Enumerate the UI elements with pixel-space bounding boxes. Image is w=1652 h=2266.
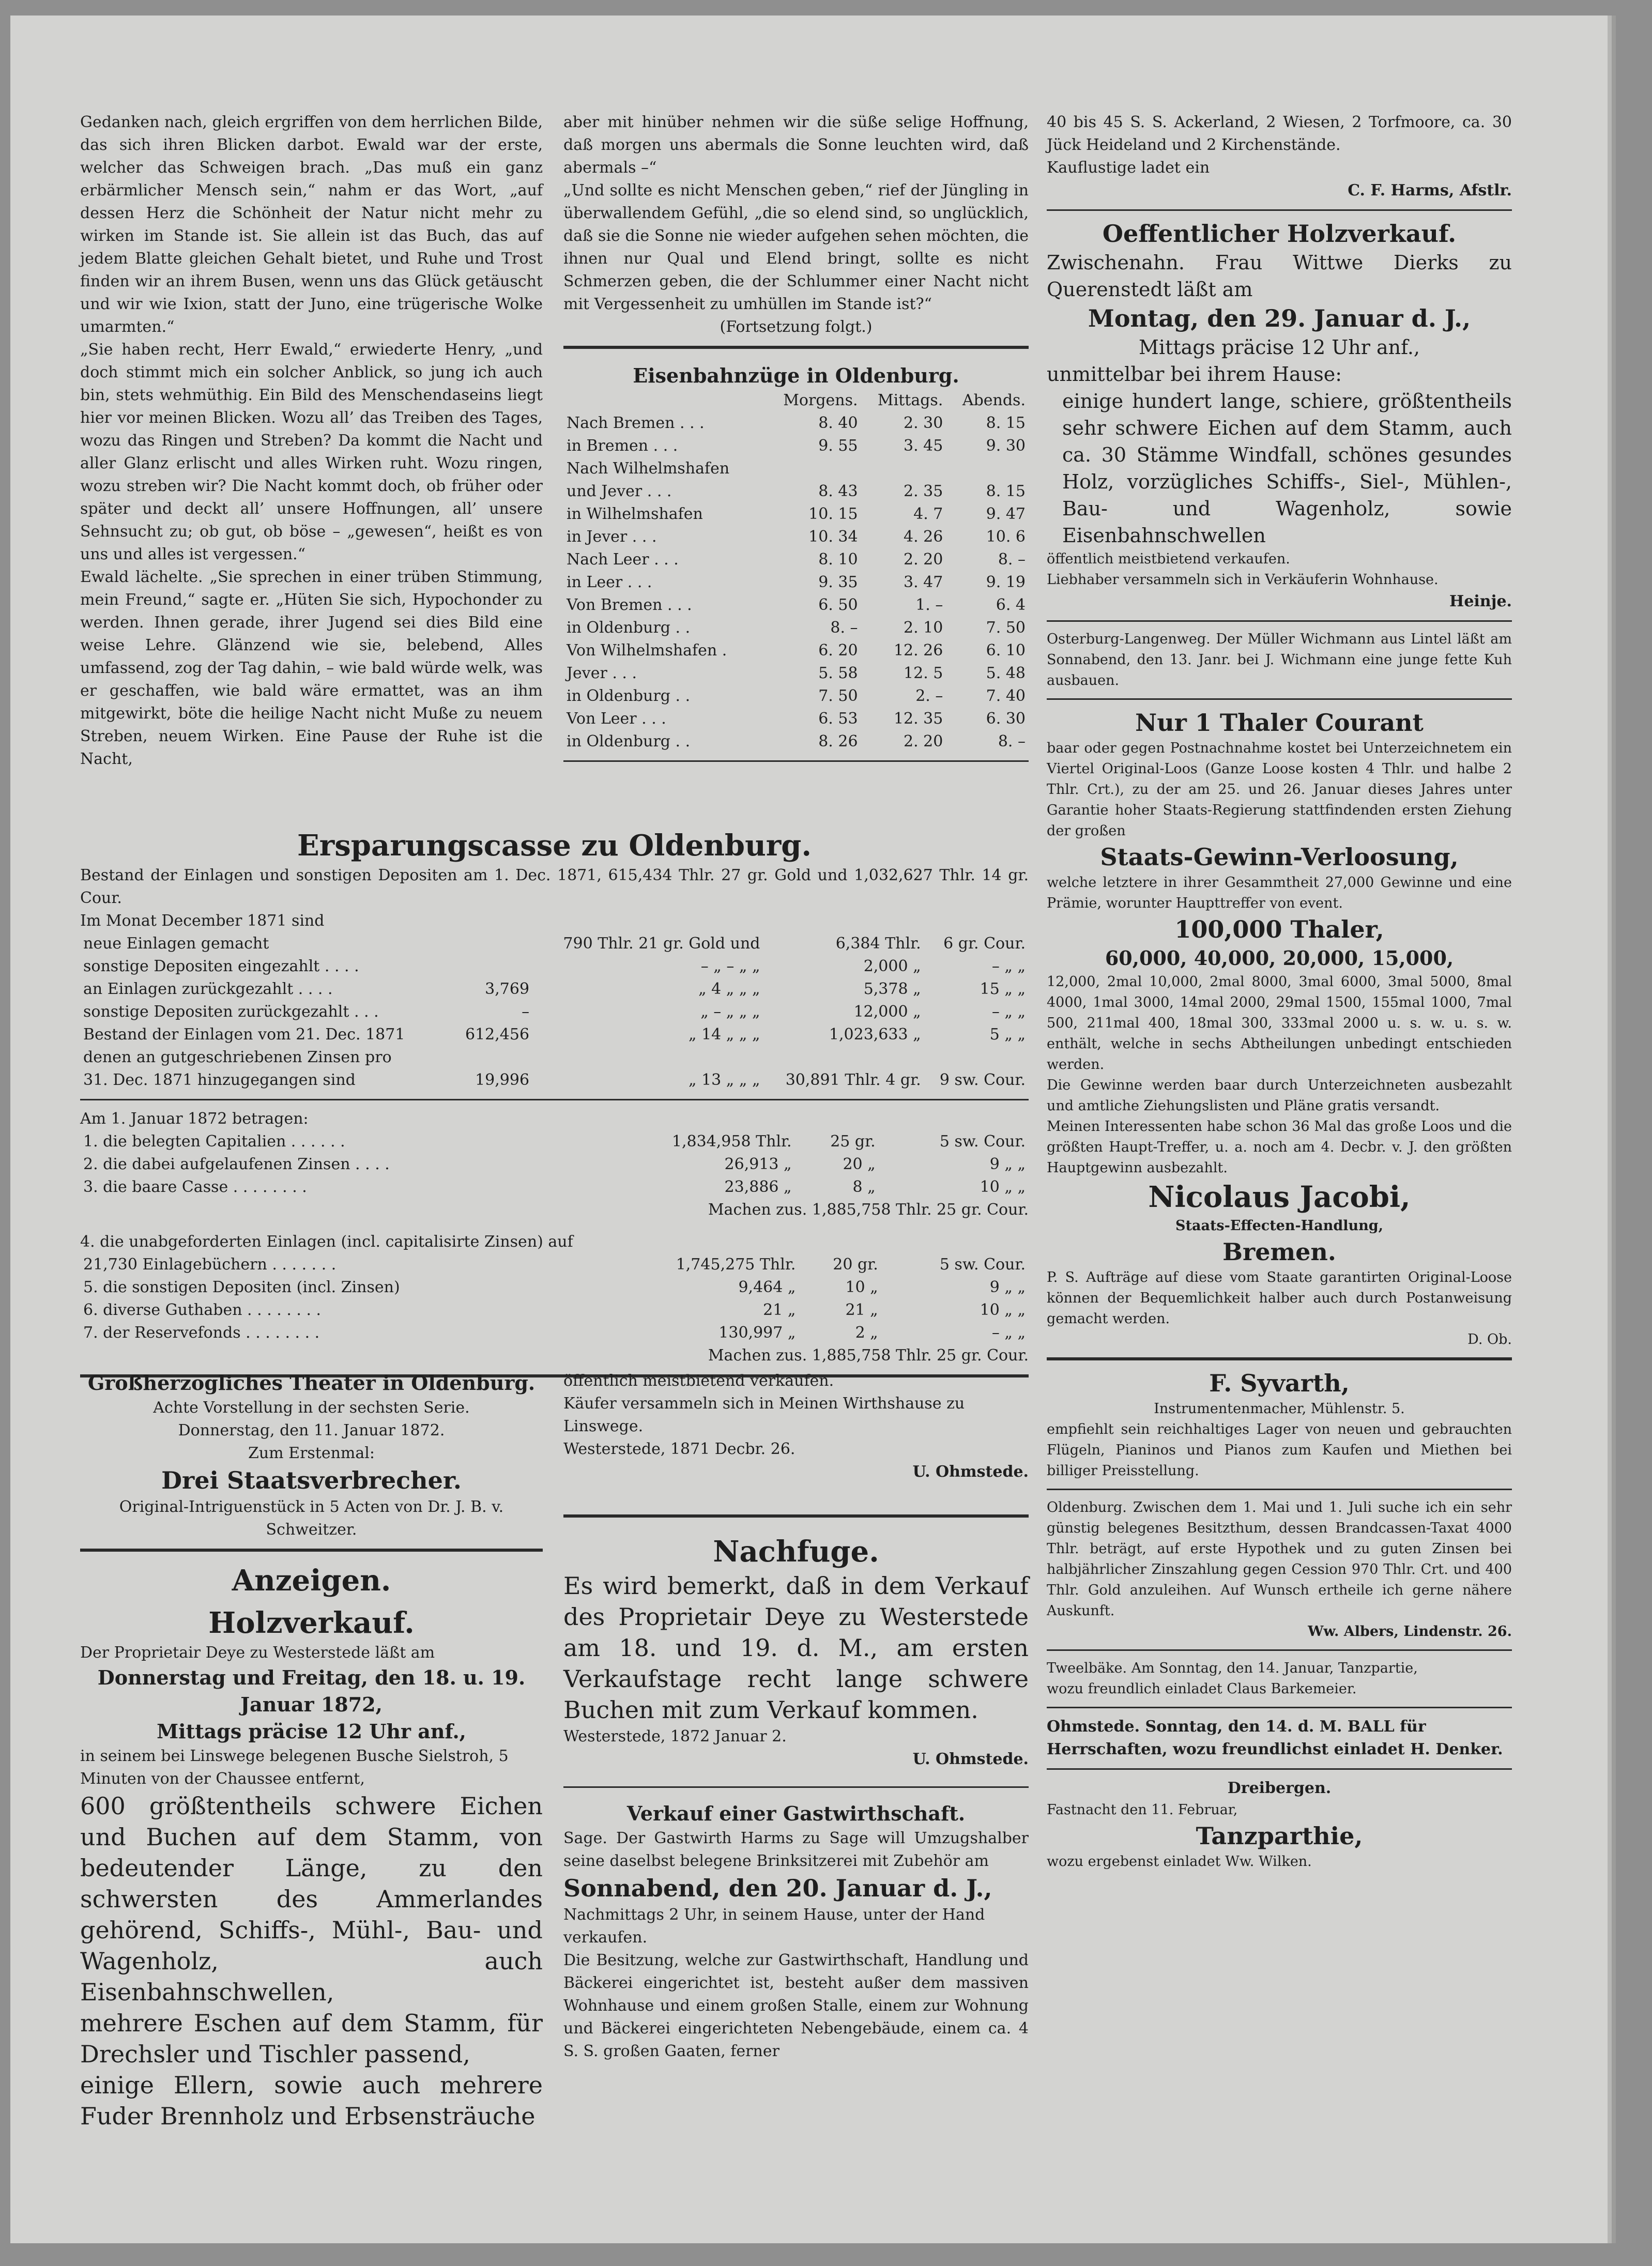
table-cell: „ 13 „ „ „: [689, 1071, 760, 1089]
harms-signature: C. F. Harms, Afstlr.: [1348, 181, 1512, 200]
train-title: Eisenbahnzüge in Oldenburg.: [633, 364, 959, 387]
firm-name: Nicolaus Jacobi,: [1148, 1180, 1411, 1214]
table-cell: 2. 35: [904, 482, 943, 500]
table-cell: – „ „: [991, 1003, 1026, 1021]
story-paragraph: aber mit hinüber nehmen wir die süße selige Hoffnung, daß morgen uns abermals die Sonne leuchten wird, daß abermals –“: [563, 113, 1029, 177]
table-cell: 5. die sonstigen Depositen (incl. Zinsen): [83, 1278, 400, 1296]
theater-line: Achte Vorstellung in der sechsten Serie.: [153, 1399, 470, 1417]
story-paragraph: „Sie haben recht, Herr Ewald,“ erwiederte Henry, „und doch stimmt mich ein solcher Anblick, so jung ich auch bin, stets wehmüthig. Ein Bild des Menschendaseins liegt hier vor meinen Blicken. Wozu all’ das Treiben des Tages, wozu das Ringen und Streben? Da kommt die Nacht und aller Glanz erlischt und alles Wirken ruht. Wozu ringen, wozu streben wir? Die Nacht kommt doch, ob früher oder später und deckt all’ unsere Hoffnungen, all’ unsere Sehnsucht zu; ob gut, ob böse – „gewesen“, heißt es von uns und alles ist vergessen.“: [80, 341, 543, 563]
train-row: [563, 457, 1029, 480]
table-cell: 21,730 Einlagebüchern . . . . . . .: [83, 1256, 336, 1274]
sparkasse-table-december: [80, 932, 1029, 1092]
table-cell: 30,891 Thlr. 4 gr.: [785, 1071, 921, 1089]
sparkasse-month: Im Monat December 1871 sind: [80, 912, 325, 930]
table-cell: 3. die baare Casse . . . . . . . .: [83, 1178, 307, 1196]
sparkasse-sum: Machen zus. 1,885,758 Thlr. 25 gr. Cour.: [708, 1346, 1029, 1365]
lotto-text: welche letztere in ihrer Gesammtheit 27,000 Gewinne und eine Prämie, worunter Haupttreffer von event.: [1047, 875, 1512, 911]
table-cell: 9 „ „: [989, 1155, 1026, 1173]
divider: [563, 346, 1029, 349]
table-cell: [453, 1046, 533, 1069]
table-row: [80, 1253, 1029, 1276]
lotto-more: 12,000, 2mal 10,000, 2mal 8000, 3mal 6000, 3mal 5000, 8mal 4000, 1mal 3000, 14mal 2000, 29mal 1500, 155mal 1000, 7mal 500, 211mal 400, 18mal 300, 333mal 2000 u. s. w. u. s. w. enthält, welche in sechs Abtheilungen unbedingt entschieden werden.: [1047, 974, 1512, 1073]
divider: [563, 760, 1029, 762]
table-cell: 790 Thlr. 21 gr. Gold und: [563, 935, 760, 953]
table-cell: 9,464 „: [738, 1278, 796, 1296]
divider: [1047, 1707, 1512, 1708]
table-cell: in Oldenburg . .: [567, 687, 691, 705]
table-cell: 21 „: [845, 1301, 878, 1319]
ball-notice: Ohmstede. Sonntag, den 14. d. M. BALL für Herrschaften, wozu freundlichst einladet H. Denker.: [1047, 1718, 1503, 1758]
divider: [563, 1514, 1029, 1518]
table-row: [80, 1023, 1029, 1046]
table-row: [80, 1176, 1029, 1199]
table-cell: [532, 1046, 763, 1069]
table-cell: 25 gr.: [830, 1132, 876, 1151]
sparkasse-table-assets: [80, 1130, 1029, 1199]
nachfuge-title: Nachfuge.: [713, 1535, 879, 1569]
lotto-name: Staats-Gewinn-Verloosung,: [1100, 843, 1459, 871]
divider: [1047, 209, 1512, 211]
table-cell: 10 „: [845, 1278, 878, 1296]
table-cell: 6. 50: [818, 596, 858, 614]
table-cell: 8 „: [852, 1178, 876, 1196]
story-paragraph: „Und sollte es nicht Menschen geben,“ rief der Jüngling in überwallendem Gefühl, „die so elend sind, so unglücklich, daß sie die Sonne nie wieder aufgehen sehen möchten, die ihnen nur Qual und Elend bringt, sollte es nicht Schmerzen geben, die der Schlummer einer Nacht nicht mit Vergessenheit zu umhüllen im Stande ist?“: [563, 181, 1029, 313]
table-cell: in Oldenburg . .: [567, 619, 691, 637]
notice-signature: U. Ohmstede.: [912, 1463, 1029, 1481]
table-cell: 2. 20: [904, 550, 943, 569]
firm-ps: P. S. Aufträge auf diese vom Staate garantirten Original-Loose können der Bequemlichkeit halber auch durch Postanweisung gemacht werden.: [1047, 1269, 1512, 1327]
table-cell: Nach Bremen . . .: [567, 414, 705, 432]
firm-subtitle: Staats-Effecten-Handlung,: [1175, 1218, 1383, 1234]
story-continued: (Fortsetzung folgt.): [720, 318, 873, 336]
syvarth-title: F. Syvarth,: [1209, 1369, 1350, 1397]
table-cell: [764, 457, 861, 480]
theater-play: Drei Staatsverbrecher.: [161, 1466, 462, 1494]
table-cell: 21 „: [763, 1301, 796, 1319]
table-cell: 7. der Reservefonds . . . . . . . .: [83, 1324, 320, 1342]
sparkasse-sum: Machen zus. 1,885,758 Thlr. 25 gr. Cour.: [708, 1201, 1029, 1219]
divider: [563, 1786, 1029, 1788]
story-left-column: [80, 111, 543, 771]
table-cell: 4. 7: [913, 505, 943, 523]
table-cell: 2,000 „: [863, 957, 921, 975]
table-cell: 9. 55: [818, 437, 858, 455]
table-cell: in Leer . . .: [567, 573, 652, 591]
tanz-notice: Tweelbäke. Am Sonntag, den 14. Januar, Tanzpartie, wozu freundlich einladet Claus Barkemeier.: [1047, 1660, 1418, 1697]
holzverkauf-time: Mittags präcise 12 Uhr anf.,: [157, 1720, 466, 1743]
lotto-title: Nur 1 Thaler Courant: [1135, 709, 1424, 737]
table-cell: 2. 30: [904, 414, 943, 432]
table-cell: 10. 15: [808, 505, 858, 523]
holzverkauf-time: Mittags präcise 12 Uhr anf.,: [1139, 336, 1420, 359]
albers-signature: Ww. Albers, Lindenstr. 26.: [1308, 1624, 1512, 1640]
gastwirth-title: Verkauf einer Gastwirthschaft.: [626, 1802, 966, 1825]
table-row: [80, 1153, 1029, 1176]
left-bottom-column: [80, 1370, 543, 2132]
train-row: [563, 571, 1029, 594]
dreibergen-date: Fastnacht den 11. Februar,: [1047, 1802, 1238, 1818]
table-cell: 8. 15: [986, 482, 1026, 500]
table-row: [80, 1130, 1029, 1153]
table-cell: 8. 40: [818, 414, 858, 432]
table-cell: 2. die dabei aufgelaufenen Zinsen . . . .: [83, 1155, 390, 1173]
table-cell: 5 „ „: [989, 1025, 1026, 1044]
table-cell: 1. die belegten Capitalien . . . . . .: [83, 1132, 345, 1151]
sparkasse-table-liabilities: [80, 1253, 1029, 1344]
table-cell: „ – „ „ „: [700, 1003, 760, 1021]
holzverkauf-date: Montag, den 29. Januar d. J.,: [1088, 304, 1471, 332]
header-cell: Morgens.: [783, 391, 858, 409]
table-cell: 23,886 „: [724, 1178, 792, 1196]
table-row: [80, 978, 1029, 1001]
divider: [1047, 1649, 1512, 1651]
table-cell: 3. 45: [904, 437, 943, 455]
sparkasse-liabilities-label: 4. die unabgeforderten Einlagen (incl. capitalisirte Zinsen) auf: [80, 1233, 573, 1251]
table-cell: 10 „ „: [980, 1178, 1026, 1196]
table-cell: 2. –: [915, 687, 943, 705]
table-cell: 10 „ „: [980, 1301, 1026, 1319]
dreibergen-name: Tanzparthie,: [1196, 1822, 1363, 1850]
gastwirth-date: Sonnabend, den 20. Januar d. J.,: [563, 1874, 992, 1902]
firm-ps-signature: D. Ob.: [1467, 1331, 1512, 1348]
table-cell: 9 sw. Cour.: [939, 1071, 1026, 1089]
table-cell: 130,997 „: [718, 1324, 796, 1342]
table-cell: 9. 19: [986, 573, 1026, 591]
lotto-prize-list: 60,000, 40,000, 20,000, 15,000,: [1105, 946, 1454, 970]
table-cell: 6. 20: [818, 641, 858, 660]
table-cell: 8. –: [830, 619, 858, 637]
sparkasse-title: Ersparungscasse zu Oldenburg.: [297, 829, 812, 863]
sparkasse-january-label: Am 1. Januar 1872 betragen:: [80, 1110, 309, 1128]
anzeigen-heading: Anzeigen.: [232, 1564, 391, 1598]
table-cell: 6. diverse Guthaben . . . . . . . .: [83, 1301, 322, 1319]
table-cell: sonstige Depositen zurückgezahlt . . .: [83, 1003, 379, 1021]
train-row: [563, 617, 1029, 639]
table-cell: 2 „: [855, 1324, 878, 1342]
table-cell: denen an gutgeschriebenen Zinsen pro: [83, 1048, 392, 1066]
holzverkauf-title: Oeffentlicher Holzverkauf.: [1102, 220, 1457, 248]
train-row: [563, 480, 1029, 503]
table-cell: Bestand der Einlagen vom 21. Dec. 1871: [83, 1025, 405, 1044]
table-cell: 9. 30: [986, 437, 1026, 455]
holzverkauf-intro: Zwischenahn. Frau Wittwe Dierks zu Querenstedt läßt am: [1047, 251, 1512, 301]
table-cell: Von Leer . . .: [567, 710, 666, 728]
notice-line: Käufer versammeln sich in Meinen Wirthshause zu Linswege.: [563, 1395, 965, 1435]
table-cell: 1,023,633 „: [829, 1025, 921, 1044]
table-cell: 15 „ „: [980, 980, 1026, 998]
table-cell: – „ – „ „: [700, 957, 760, 975]
table-cell: 8. –: [998, 550, 1026, 569]
table-cell: 6. 30: [986, 710, 1026, 728]
holzverkauf-place: in seinem bei Linswege belegenen Busche Sielstroh, 5 Minuten von der Chaussee entfernt,: [80, 1747, 509, 1788]
kuh-notice: Osterburg-Langenweg. Der Müller Wichmann aus Lintel läßt am Sonnabend, den 13. Janr. bei J. Wichmann eine junge fette Kuh ausbauen.: [1047, 631, 1512, 688]
divider: [1047, 1768, 1512, 1770]
firm-city: Bremen.: [1222, 1238, 1336, 1266]
gastwirth-body: Die Besitzung, welche zur Gastwirthschaft, Handlung und Bäckerei eingerichtet ist, besteht außer dem massiven Wohnhause und einem großen Stalle, einem zur Wohnung und Bäckerei eingerichteten Nebengebäude, einem ca. 4 S. S. großen Gaaten, ferner: [563, 1951, 1029, 2060]
story-paragraph: Gedanken nach, gleich ergriffen von dem herrlichen Bilde, das sich ihren Blicken darbot. Ewald war der erste, welcher das Schweigen brach. „Das muß ein ganz erbärmlicher Mensch sein,“ nahm er das Wort, „auf dessen Herz die Schönheit der Natur nicht mehr zu wirken im Stande ist. Sie allein ist das Buch, das auf jedem Blatte gleichen Gehalt bietet, und Ruhe und Trost finden wir an ihrem Busen, wenn uns das Glück getäuscht und wir wie Ixion, statt der Juno, eine trügerische Wolke umarmten.“: [80, 113, 543, 336]
table-cell: 26,913 „: [724, 1155, 792, 1173]
table-cell: 8. 43: [818, 482, 858, 500]
table-cell: 10. 6: [986, 528, 1026, 546]
table-cell: 2. 20: [904, 732, 943, 751]
table-cell: 8. 10: [818, 550, 858, 569]
table-cell: [924, 1046, 1029, 1069]
train-row: [563, 639, 1029, 662]
table-cell: „ 4 „ „ „: [698, 980, 760, 998]
table-cell: 1. –: [915, 596, 943, 614]
table-cell: 5 sw. Cour.: [939, 1256, 1026, 1274]
albers-notice: Oldenburg. Zwischen dem 1. Mai und 1. Juli suche ich ein sehr günstig belegenes Besitzthum, dessen Brandcassen-Taxat 4000 Thlr. beträgt, auf erste Hypothek und zu guten Zinsen bei halbjährlicher Zinszahlung gegen Cession 970 Thlr. Crt. und 400 Thlr. Gold anzuleihen. Auf Wunsch ertheile ich gerne nähere Auskunft.: [1047, 1499, 1512, 1619]
sparkasse-intro: Bestand der Einlagen und sonstigen Depositen am 1. Dec. 1871, 615,434 Thlr. 27 gr. Gold und 1,032,627 Thlr. 14 gr. Cour.: [80, 866, 1029, 907]
table-row: [80, 955, 1029, 978]
table-row: [80, 1001, 1029, 1023]
table-cell: 5,378 „: [863, 980, 921, 998]
story-mid-column: [563, 111, 1029, 769]
table-cell: 3,769: [485, 980, 530, 998]
table-cell: 6. 10: [986, 641, 1026, 660]
theater-line: Donnerstag, den 11. Januar 1872.: [178, 1421, 445, 1440]
train-row: [563, 708, 1029, 730]
right-column: [1047, 111, 1512, 1872]
table-cell: 5. 58: [818, 664, 858, 682]
table-cell: 9. 35: [818, 573, 858, 591]
table-cell: 6 gr. Cour.: [943, 935, 1026, 953]
story-paragraph: Ewald lächelte. „Sie sprechen in einer trüben Stimmung, mein Freund,“ sagte er. „Hüten Sie sich, Hypochonder zu werden. Ihnen gerade, ihrer Jugend sei dies Bild eine weise Lehre. Glänzend wie sie, belebend, Alles umfassend, zog der Tag dahin, – wie bald würde welk, was er geschaffen, wie bald wäre ermattet, was an ihm mitgewirkt, böte die heilige Nacht nicht Muße zu neuem Streben, neuem Wirken. Eine Pause der Ruhe ist die Nacht,: [80, 568, 543, 768]
table-cell: 4. 26: [904, 528, 943, 546]
table-cell: [946, 457, 1029, 480]
table-cell: 7. 50: [818, 687, 858, 705]
holzverkauf-items: einige hundert lange, schiere, größtentheils sehr schwere Eichen auf dem Stamm, auch ca. 30 Stämme Windfall, schönes gesundes Holz, vorzügliches Schiffs-, Siel-, Mühlen-, Bau- und Wagenholz, sowie Eisenbahnschwellen: [1062, 390, 1512, 547]
table-cell: – „ „: [991, 957, 1026, 975]
table-cell: 612,456: [465, 1025, 530, 1044]
table-cell: 8. 26: [818, 732, 858, 751]
table-cell: 6. 4: [996, 596, 1026, 614]
divider: [1047, 1357, 1512, 1360]
holzverkauf-signature: Heinje.: [1449, 592, 1512, 610]
table-cell: an Einlagen zurückgezahlt . . . .: [83, 980, 333, 998]
table-cell: 9. 47: [986, 505, 1026, 523]
table-row: [80, 932, 1029, 955]
table-row: [80, 1322, 1029, 1344]
table-cell: in Wilhelmshafen: [567, 505, 703, 523]
table-cell: 12. 5: [904, 664, 943, 682]
table-row: [80, 1069, 1029, 1092]
table-cell: 12. 26: [893, 641, 943, 660]
divider: [80, 1549, 543, 1552]
table-cell: 6,384 Thlr.: [835, 935, 921, 953]
table-cell: in Jever . . .: [567, 528, 657, 546]
table-cell: 5 sw. Cour.: [939, 1132, 1026, 1151]
table-cell: [763, 1046, 924, 1069]
nachfuge-place: Westerstede, 1872 Januar 2.: [563, 1727, 787, 1746]
table-cell: 10. 34: [808, 528, 858, 546]
newspaper-page: [10, 16, 1608, 2243]
table-cell: 3. 47: [904, 573, 943, 591]
dreibergen-title: Dreibergen.: [1227, 1779, 1332, 1797]
holzverkauf-items: 600 größtentheils schwere Eichen und Buchen auf dem Stamm, von bedeutender Länge, zu den schwersten des Ammerlandes gehörend, Schiffs-, Mühl-, Bau- und Wagenholz, auch Eisenbahnschwellen, mehrere Eschen auf dem Stamm, für Drechsler und Tischler passend, einige Ellern, sowie auch mehrere Fuder Brennholz und Erbsensträuche: [80, 1792, 543, 2130]
table-cell: Nach Wilhelmshafen: [567, 460, 730, 478]
table-cell: 20 gr.: [833, 1256, 878, 1274]
table-cell: 8. 15: [986, 414, 1026, 432]
train-row: [563, 662, 1029, 685]
divider: [1047, 1489, 1512, 1490]
table-cell: 1,745,275 Thlr.: [676, 1256, 796, 1274]
notice-line: öffentlich meistbietend verkaufen.: [563, 1372, 834, 1390]
sparkasse-section: [80, 827, 1029, 1385]
train-row: [563, 503, 1029, 526]
train-row: [563, 594, 1029, 617]
table-cell: Von Bremen . . .: [567, 596, 692, 614]
nachfuge-signature: U. Ohmstede.: [912, 1750, 1029, 1768]
train-row: [563, 685, 1029, 708]
table-cell: 2. 10: [904, 619, 943, 637]
table-cell: – „ „: [991, 1324, 1026, 1342]
train-table: [563, 389, 1029, 753]
syvarth-text: empfiehlt sein reichhaltiges Lager von neuen und gebrauchten Flügeln, Pianinos und Pianos zum Kaufen und Miethen bei billiger Preisstellung.: [1047, 1421, 1512, 1479]
header-cell: [563, 389, 764, 412]
theater-title: Großherzogliches Theater in Oldenburg.: [87, 1371, 536, 1395]
dreibergen-signature: wozu ergebenst einladet Ww. Wilken.: [1047, 1854, 1312, 1870]
table-cell: 12. 35: [893, 710, 943, 728]
mid-bottom-column: [563, 1370, 1029, 2063]
table-cell: Nach Leer . . .: [567, 550, 679, 569]
table-cell: 12,000 „: [853, 1003, 921, 1021]
theater-subtitle: Original-Intriguenstück in 5 Acten von Dr. J. B. v. Schweitzer.: [119, 1498, 504, 1539]
divider: [80, 1099, 1029, 1100]
nachfuge-body: Es wird bemerkt, daß in dem Verkauf des Proprietair Deye zu Westerstede am 18. und 19. d. M., am ersten Verkaufstage recht lange schwere Buchen mit zum Verkauf kommen.: [563, 1572, 1029, 1724]
train-row: [563, 730, 1029, 753]
gastwirth-intro: Sage. Der Gastwirth Harms zu Sage will Umzugshalber seine daselbst belegene Brinksitzerei mit Zubehör am: [563, 1829, 1029, 1870]
divider: [1047, 620, 1512, 622]
train-row: [563, 435, 1029, 457]
theater-line: Zum Erstenmal:: [248, 1444, 375, 1462]
table-cell: Von Wilhelmshafen .: [567, 641, 727, 660]
gastwirth-time: Nachmittags 2 Uhr, in seinem Hause, unter der Hand verkaufen.: [563, 1906, 985, 1947]
table-cell: 20 „: [843, 1155, 876, 1173]
table-cell: –: [522, 1003, 530, 1021]
table-cell: 8. –: [998, 732, 1026, 751]
harms-text: 40 bis 45 S. S. Ackerland, 2 Wiesen, 2 Torfmoore, ca. 30 Jück Heideland und 2 Kirchenstände. Kauflustige ladet ein: [1047, 113, 1512, 177]
table-cell: sonstige Depositen eingezahlt . . . .: [83, 957, 359, 975]
lotto-intro: baar oder gegen Postnachnahme kostet bei Unterzeichnetem ein Viertel Original-Loos (Ganze Loose kosten 4 Thlr. und halbe 2 Thlr. Crt.), zu der am 25. und 26. Januar dieses Jahres unter Garantie hoher Staats-Regierung stattfindenden ersten Ziehung der großen: [1047, 740, 1512, 839]
table-cell: [861, 457, 946, 480]
table-cell: [453, 932, 533, 955]
notice-line: Westerstede, 1871 Decbr. 26.: [563, 1440, 796, 1458]
table-row: [80, 1299, 1029, 1322]
table-cell: 5. 48: [986, 664, 1026, 682]
header-cell: Abends.: [962, 391, 1026, 409]
holzverkauf-intro: Der Proprietair Deye zu Westerstede läßt am: [80, 1644, 435, 1662]
syvarth-subtitle: Instrumentenmacher, Mühlenstr. 5.: [1154, 1401, 1405, 1417]
holzverkauf-place: unmittelbar bei ihrem Hause:: [1047, 363, 1342, 386]
table-cell: 1,834,958 Thlr.: [671, 1132, 792, 1151]
table-cell: 19,996: [475, 1071, 530, 1089]
divider: [1047, 698, 1512, 700]
lotto-prize: 100,000 Thaler,: [1174, 915, 1384, 943]
holzverkauf-title: Holzverkauf.: [208, 1606, 415, 1640]
table-row: [80, 1046, 1029, 1069]
table-cell: 9 „ „: [989, 1278, 1026, 1296]
table-cell: 31. Dec. 1871 hinzugegangen sind: [83, 1071, 356, 1089]
table-cell: in Oldenburg . .: [567, 732, 691, 751]
table-cell: 6. 53: [818, 710, 858, 728]
lotto-more: Die Gewinne werden baar durch Unterzeichneten ausbezahlt und amtliche Ziehungslisten und Pläne gratis versandt. Meinen Interessenten habe schon 36 Mal das große Loos und die größten Haupt-Treffer, u. a. noch am 4. Decbr. v. J. den größten Hauptgewinn ausbezahlt.: [1047, 1077, 1512, 1176]
table-cell: „ 14 „ „ „: [689, 1025, 760, 1044]
table-row: [80, 1276, 1029, 1299]
table-header-row: [563, 389, 1029, 412]
table-cell: [453, 955, 533, 978]
train-row: [563, 526, 1029, 548]
table-cell: neue Einlagen gemacht: [83, 935, 269, 953]
table-cell: 7. 50: [986, 619, 1026, 637]
train-row: [563, 412, 1029, 435]
holzverkauf-end: öffentlich meistbietend verkaufen. Liebhaber versammeln sich in Verkäuferin Wohnhause.: [1047, 551, 1439, 588]
holzverkauf-date: Donnerstag und Freitag, den 18. u. 19. Januar 1872,: [97, 1666, 526, 1716]
train-row: [563, 548, 1029, 571]
table-cell: in Bremen . . .: [567, 437, 678, 455]
table-cell: und Jever . . .: [567, 482, 672, 500]
table-cell: Jever . . .: [567, 664, 637, 682]
table-cell: 7. 40: [986, 687, 1026, 705]
header-cell: Mittags.: [877, 391, 943, 409]
